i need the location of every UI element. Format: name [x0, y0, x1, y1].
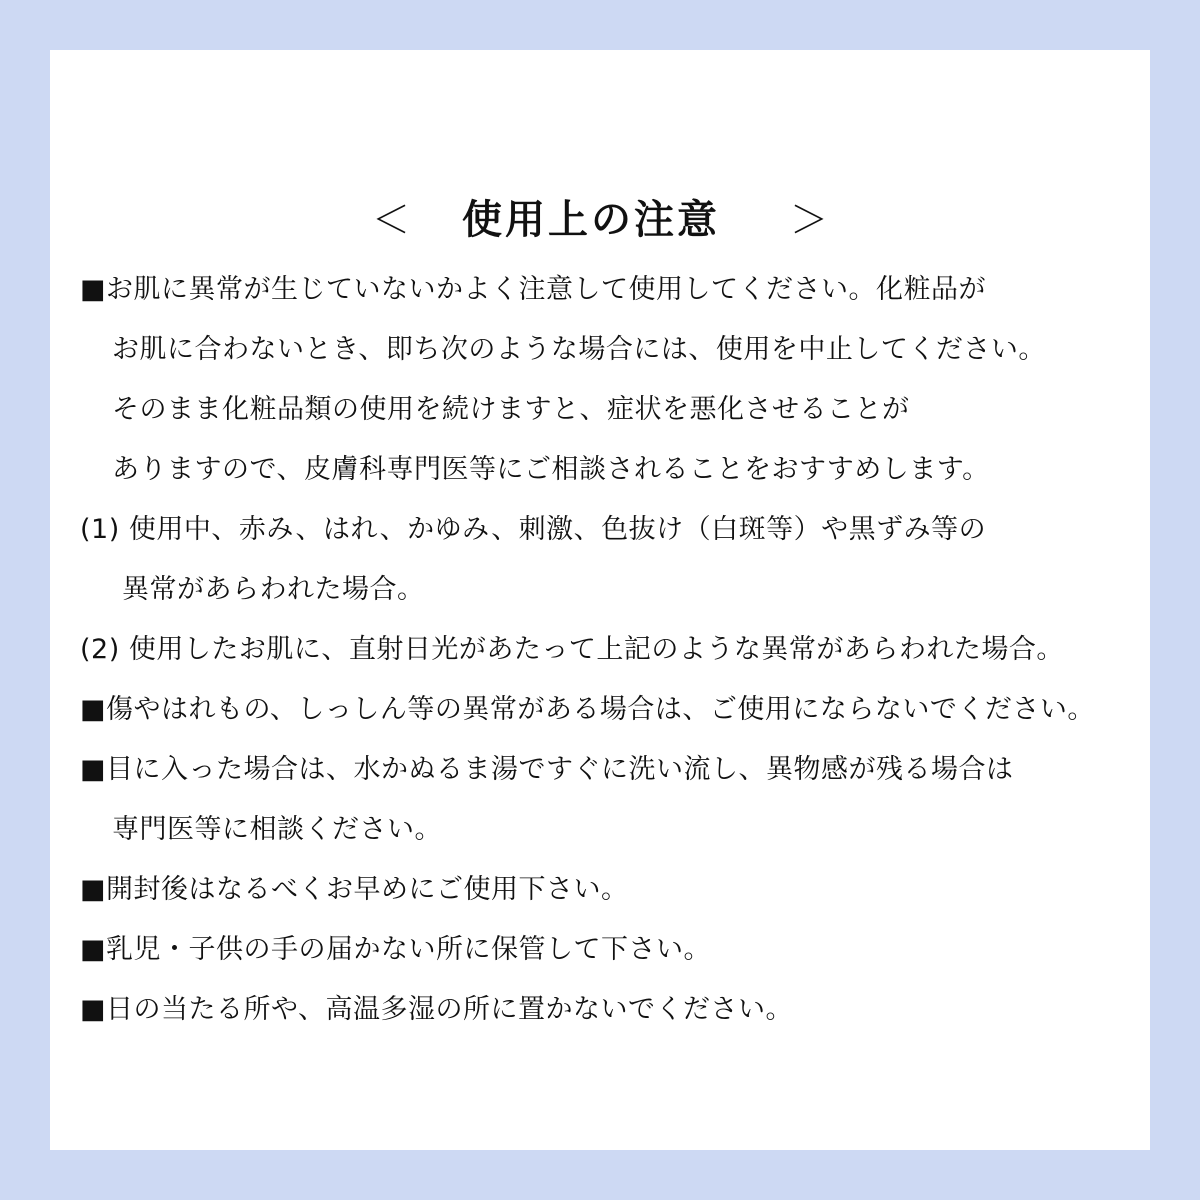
title-close-bracket: ＞ — [790, 198, 829, 242]
caution-item-2: (2) 使用したお肌に、直射日光があたって上記のような異常があらわれた場合。 — [80, 634, 1064, 665]
title-text: 使用上の注意 — [462, 197, 720, 243]
page-title — [50, 190, 1150, 250]
caution-item-1: (1) 使用中、赤み、はれ、かゆみ、刺激、色抜け（白斑等）や黒ずみ等の — [80, 514, 987, 545]
title-open-bracket: ＜ — [371, 198, 410, 242]
caution-line-8: ■乳児・子供の手の届かない所に保管して下さい。 — [80, 934, 712, 965]
caution-line-2: お肌に合わないとき、即ち次のような場合には、使用を中止してください。 — [112, 334, 1046, 365]
caution-line-3: そのまま化粧品類の使用を続けますと、症状を悪化させることが — [112, 394, 910, 425]
caution-line-4: ありますので、皮膚科専門医等にご相談されることをおすすめします。 — [112, 454, 990, 485]
caution-card — [50, 50, 1150, 1150]
caution-line-1: ■お肌に異常が生じていないかよく注意して使用してください。化粧品が — [80, 274, 987, 305]
caution-line-6: ■目に入った場合は、水かぬるま湯ですぐに洗い流し、異物感が残る場合は — [80, 754, 1014, 785]
caution-line-5: ■傷やはれもの、しっしん等の異常がある場合は、ご使用にならないでください。 — [80, 694, 1095, 725]
caution-line-7: ■開封後はなるべくお早めにご使用下さい。 — [80, 874, 629, 905]
caution-line-6-cont: 専門医等に相談ください。 — [112, 814, 442, 845]
caution-line-9: ■日の当たる所や、高温多湿の所に置かないでください。 — [80, 994, 793, 1025]
caution-item-1-cont: 異常があらわれた場合。 — [122, 574, 425, 605]
